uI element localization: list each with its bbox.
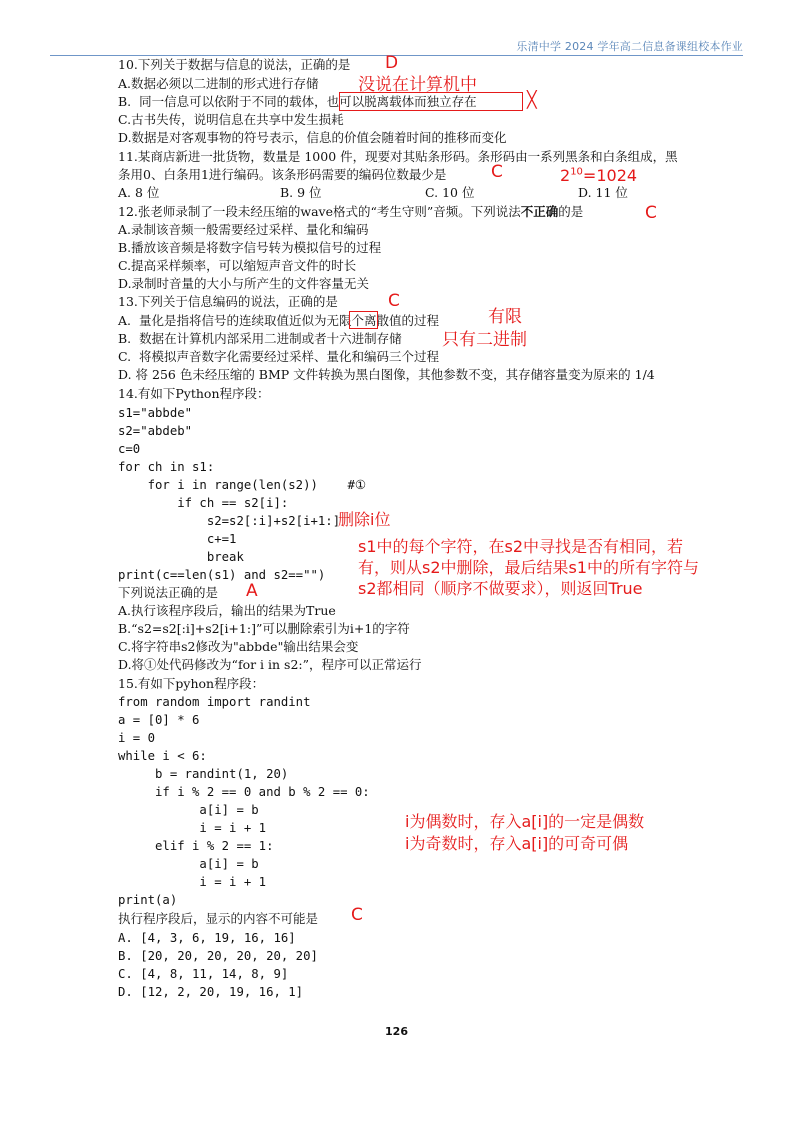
q14-option-b: B.“s2=s2[:i]+s2[i+1:]”可以删除索引为i+1的字符 — [118, 621, 410, 636]
q14-option-c: C.将字符串s2修改为"abbde"输出结果会变 — [118, 639, 359, 654]
q15-prompt: 执行程序段后，显示的内容不可能是 — [118, 911, 319, 926]
q15-code-line: a[i] = b — [118, 857, 259, 871]
q11-option-a: A. 8 位 — [118, 185, 160, 200]
q14-code-line: for i in range(len(s2)) #① — [118, 478, 366, 492]
q10-highlight-box — [339, 92, 523, 111]
q14-stem: 14.有如下Python程序段： — [118, 386, 270, 401]
q13-stem: 13.下列关于信息编码的说法，正确的是 — [118, 294, 338, 309]
q11-option-d: D. 11 位 — [578, 185, 628, 200]
q10-option-c: C.古书失传，说明信息在共享中发生损耗 — [118, 112, 344, 127]
q14-explain-line: 有，则从s2中删除，最后结果s1中的所有字符与 — [358, 558, 700, 577]
q10-cross-mark: ╳ — [527, 90, 537, 109]
q10-stem: 10.下列关于数据与信息的说法，正确的是 — [118, 57, 351, 72]
q14-code-line: c+=1 — [118, 532, 237, 546]
q11-option-c: C. 10 位 — [425, 185, 475, 200]
q15-answer: C — [351, 905, 363, 925]
q13-note-a: 有限 — [488, 307, 522, 327]
q14-option-a: A.执行该程序段后，输出的结果为True — [118, 603, 336, 618]
q10-option-a: A.数据必须以二进制的形式进行存储 — [118, 76, 319, 91]
q13-option-a: A. 量化是指将信号的连续取值近似为无限个离散值的过程 — [118, 313, 439, 328]
q15-note-line: i为奇数时，存入a[i]的可奇可偶 — [405, 834, 629, 853]
q15-option-b: B. [20, 20, 20, 20, 20, 20] — [118, 949, 318, 963]
q10-option-b: B. 同一信息可以依附于不同的载体，也可以脱离载体而独立存在 — [118, 94, 477, 109]
q14-note-delete: 删除i位 — [338, 510, 391, 529]
q15-option-c: C. [4, 8, 11, 14, 8, 9] — [118, 967, 289, 981]
q15-stem: 15.有如下pyhon程序段： — [118, 676, 265, 691]
q12-stem-emphasis: 不正确 — [520, 204, 559, 219]
page-number: 126 — [385, 1025, 408, 1038]
q13-option-c: C. 将模拟声音数字化需要经过采样、量化和编码三个过程 — [118, 349, 440, 364]
q15-code-line: i = 0 — [118, 731, 156, 745]
q14-explain-line: s1中的每个字符，在s2中寻找是否有相同，若 — [358, 537, 684, 556]
q13-highlight-box — [349, 311, 378, 329]
q15-code-line: while i < 6: — [118, 749, 207, 763]
q12-option-b: B.播放该音频是将数字信号转为模拟信号的过程 — [118, 240, 382, 255]
q12-option-d: D.录制时音量的大小与所产生的文件容量无关 — [118, 276, 370, 291]
q14-code-line: s2=s2[:i]+s2[i+1:] — [118, 514, 341, 528]
q14-code-line: break — [118, 550, 244, 564]
q15-code-line: from random import randint — [118, 695, 311, 709]
q14-prompt: 下列说法正确的是 — [118, 585, 219, 600]
q15-code-line: if i % 2 == 0 and b % 2 == 0: — [118, 785, 370, 799]
q11-note: $2^{10}=1024$ — [560, 166, 638, 185]
q15-code-line: elif i % 2 == 1: — [118, 839, 274, 853]
q14-code-line: s1="abbde" — [118, 406, 193, 420]
q13-option-a-boxed: 无限 — [326, 313, 352, 328]
q10-answer: D — [385, 53, 399, 73]
page-header: 乐清中学 2024 学年高二信息备课组校本作业 — [516, 40, 743, 53]
q10-option-b-boxed: 也可以脱离载体而独立存在 — [326, 94, 477, 109]
q12-answer: C — [645, 203, 657, 223]
q15-code-line: i = i + 1 — [118, 821, 267, 835]
q14-answer: A — [246, 581, 258, 601]
q13-option-d: D. 将 256 色未经压缩的 BMP 文件转换为黑白图像，其他参数不变，其存储容量变为原来的 1/4 — [118, 367, 655, 382]
q15-code-line: i = i + 1 — [118, 875, 267, 889]
q15-option-a: A. [4, 3, 6, 19, 16, 16] — [118, 931, 296, 945]
q12-stem: 12.张老师录制了一段未经压缩的wave格式的“考生守则”音频。下列说法不正确的是 — [118, 204, 584, 219]
q14-explain-line: s2都相同（顺序不做要求），则返回True — [358, 579, 643, 598]
q11-answer: C — [491, 162, 503, 182]
q11-line2: 条用0、白条用1进行编码。该条形码需要的编码位数最少是 — [118, 167, 447, 182]
q14-code-line: print(c==len(s1) and s2=="") — [118, 568, 326, 582]
q14-code-line: s2="abdeb" — [118, 424, 193, 438]
q10-option-d: D.数据是对客观事物的符号表示，信息的价值会随着时间的推移而变化 — [118, 130, 507, 145]
q14-option-d: D.将①处代码修改为“for i in s2:”，程序可以正常运行 — [118, 657, 422, 672]
q14-code-line: if ch == s2[i]: — [118, 496, 289, 510]
q13-note-b: 只有二进制 — [442, 330, 527, 350]
q15-code-line: print(a) — [118, 893, 178, 907]
q11-line1: 11.某商店新进一批货物，数量是 1000 件，现要对其贴条形码。条形码由一系列黑条和白条组成，黑 — [118, 149, 678, 164]
q10-note-a: 没说在计算机中 — [358, 75, 477, 95]
q13-option-b: B. 数据在计算机内部采用二进制或者十六进制存储 — [118, 331, 402, 346]
q14-code-line: for ch in s1: — [118, 460, 215, 474]
q12-option-c: C.提高采样频率，可以缩短声音文件的时长 — [118, 258, 357, 273]
q12-option-a: A.录制该音频一般需要经过采样、量化和编码 — [118, 222, 369, 237]
q15-note-line: i为偶数时，存入a[i]的一定是偶数 — [405, 812, 645, 831]
q15-option-d: D. [12, 2, 20, 19, 16, 1] — [118, 985, 304, 999]
q15-code-line: a = [0] * 6 — [118, 713, 200, 727]
q14-code-line: c=0 — [118, 442, 141, 456]
q13-answer: C — [388, 291, 400, 311]
q15-code-line: b = randint(1, 20) — [118, 767, 289, 781]
q15-code-line: a[i] = b — [118, 803, 259, 817]
q11-option-b: B. 9 位 — [280, 185, 322, 200]
